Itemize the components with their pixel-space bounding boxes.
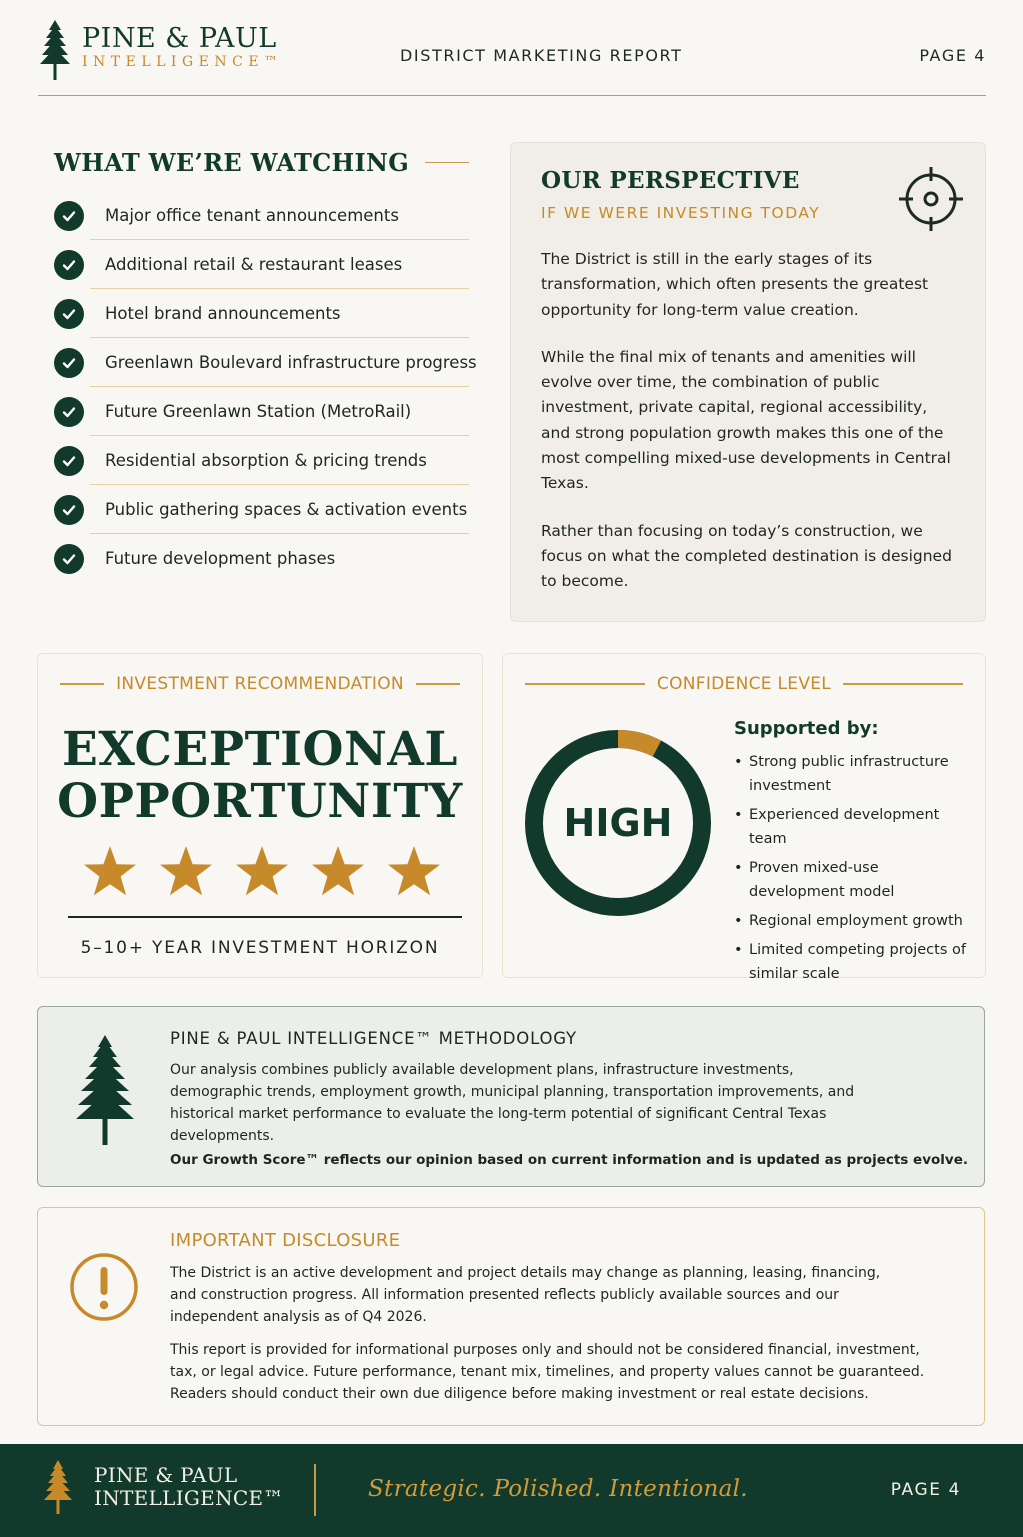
supported-by-label: Supported by: bbox=[734, 718, 879, 739]
star-icon bbox=[82, 844, 138, 898]
reason-item: • Experienced development team bbox=[734, 803, 974, 851]
star-icon bbox=[158, 844, 214, 898]
star-icon bbox=[234, 844, 290, 898]
watching-section bbox=[54, 148, 477, 583]
watching-item-label: Additional retail & restaurant leases bbox=[105, 255, 403, 274]
watching-item bbox=[54, 289, 469, 338]
page-footer bbox=[0, 1444, 1023, 1537]
confidence-heading-row bbox=[525, 674, 963, 694]
watching-item-label: Residential absorption & pricing trends bbox=[105, 451, 427, 470]
check-icon bbox=[54, 250, 84, 280]
footer-brand bbox=[94, 1464, 284, 1510]
methodology-body: Our analysis combines publicly available development plans, infrastructure investments, demographic trends, employment growth, municipal planning, transportation improvements, and historical market performance to evaluate the long-term potential of significant Central Texas developments. bbox=[170, 1062, 855, 1144]
methodology-note: Our Growth Score™ reflects our opinion based on current information and is updated as projects evolve. bbox=[170, 1152, 968, 1168]
reason-item: • Proven mixed-use development model bbox=[734, 856, 974, 904]
methodology-title: PINE & PAUL INTELLIGENCE™ METHODOLOGY bbox=[170, 1029, 577, 1048]
report-title: DISTRICT MARKETING REPORT bbox=[400, 46, 683, 65]
divider bbox=[68, 916, 462, 918]
rating-line-2: OPPORTUNITY bbox=[57, 774, 463, 829]
disclosure-panel bbox=[37, 1207, 985, 1426]
perspective-paragraph: While the final mix of tenants and amenities will evolve over time, the combination of public investment, private capital, regional accessibility, and strong population growth makes this one of the most compelling mixed-use developments in Central Texas. bbox=[541, 347, 951, 493]
recommendation-heading: INVESTMENT RECOMMENDATION bbox=[116, 674, 404, 694]
footer-divider bbox=[314, 1464, 316, 1516]
footer-tagline: Strategic. Polished. Intentional. bbox=[368, 1476, 748, 1502]
watching-item bbox=[54, 534, 469, 583]
confidence-level: HIGH bbox=[563, 801, 673, 845]
reason-item: • Limited competing projects of similar scale bbox=[734, 938, 974, 986]
check-icon bbox=[54, 299, 84, 329]
footer-brand-line-1: PINE & PAUL bbox=[94, 1463, 238, 1487]
footer-brand-line-2: INTELLIGENCE™ bbox=[94, 1486, 284, 1510]
supporting-reasons bbox=[734, 750, 974, 991]
disclosure-title: IMPORTANT DISCLOSURE bbox=[170, 1230, 401, 1251]
watching-item bbox=[54, 485, 469, 534]
exclamation-icon bbox=[69, 1252, 139, 1322]
brand-name: PINE & PAUL bbox=[82, 23, 277, 54]
check-icon bbox=[54, 397, 84, 427]
recommendation-heading-row bbox=[60, 674, 460, 694]
perspective-body bbox=[541, 247, 961, 617]
pine-tree-icon bbox=[42, 1458, 74, 1516]
pine-tree-icon bbox=[38, 18, 72, 82]
perspective-paragraph: The District is still in the early stages of its transformation, which often presents the greatest opportunity for long-term value creation. bbox=[541, 250, 929, 319]
recommendation-card bbox=[37, 653, 483, 978]
watching-list bbox=[54, 191, 477, 583]
footer-page-number: PAGE 4 bbox=[890, 1480, 961, 1500]
disclosure-paragraph: This report is provided for informational purposes only and should not be considered financial, investment, tax, or legal advice. Future performance, tenant mix, timelines, and property values cannot be guaranteed. Readers should conduct their own due diligence before making investment or real estate decisions. bbox=[170, 1342, 925, 1402]
title-rule bbox=[425, 162, 469, 164]
check-icon bbox=[54, 201, 84, 231]
reason-item: • Regional employment growth bbox=[734, 909, 974, 933]
watching-title: WHAT WE’RE WATCHING bbox=[54, 148, 410, 177]
watching-item-label: Hotel brand announcements bbox=[105, 304, 341, 323]
watching-item bbox=[54, 191, 469, 240]
recommendation-rating bbox=[38, 724, 482, 828]
perspective-title: OUR PERSPECTIVE bbox=[541, 167, 800, 194]
star-icon bbox=[386, 844, 442, 898]
disclosure-paragraph: The District is an active development and project details may change as planning, leasing, financing, and construction progress. All information presented reflects publicly available sources and our independent analysis as of Q4 2026. bbox=[170, 1265, 881, 1325]
confidence-card bbox=[502, 653, 986, 982]
check-icon bbox=[54, 495, 84, 525]
check-icon bbox=[54, 544, 84, 574]
star-icon bbox=[310, 844, 366, 898]
watching-item bbox=[54, 338, 477, 387]
watching-item-label: Greenlawn Boulevard infrastructure progress bbox=[105, 353, 477, 372]
perspective-card bbox=[510, 142, 986, 622]
watching-item-label: Future Greenlawn Station (MetroRail) bbox=[105, 402, 412, 421]
check-icon bbox=[54, 446, 84, 476]
reason-item: • Strong public infrastructure investment bbox=[734, 750, 974, 798]
brand-subtitle: INTELLIGENCE™ bbox=[82, 54, 284, 70]
page-number: PAGE 4 bbox=[919, 46, 986, 65]
rating-line-1: EXCEPTIONAL bbox=[62, 722, 458, 777]
confidence-heading: CONFIDENCE LEVEL bbox=[656, 674, 832, 694]
watching-item-label: Future development phases bbox=[105, 549, 336, 568]
target-icon bbox=[897, 165, 965, 233]
perspective-paragraph: Rather than focusing on today’s construction, we focus on what the completed destination is designed to become. bbox=[541, 521, 952, 591]
watching-item bbox=[54, 240, 469, 289]
methodology-panel bbox=[37, 1006, 985, 1187]
page-header bbox=[38, 18, 986, 96]
star-rating bbox=[82, 844, 442, 898]
watching-item bbox=[54, 436, 469, 485]
watching-item-label: Major office tenant announcements bbox=[105, 206, 399, 225]
investment-horizon: 5–10+ YEAR INVESTMENT HORIZON bbox=[80, 938, 440, 958]
perspective-subtitle: IF WE WERE INVESTING TODAY bbox=[541, 204, 821, 222]
watching-item bbox=[54, 387, 469, 436]
watching-item-label: Public gathering spaces & activation events bbox=[105, 500, 468, 519]
check-icon bbox=[54, 348, 84, 378]
pine-tree-icon bbox=[74, 1033, 136, 1147]
brand-logo bbox=[38, 18, 284, 82]
